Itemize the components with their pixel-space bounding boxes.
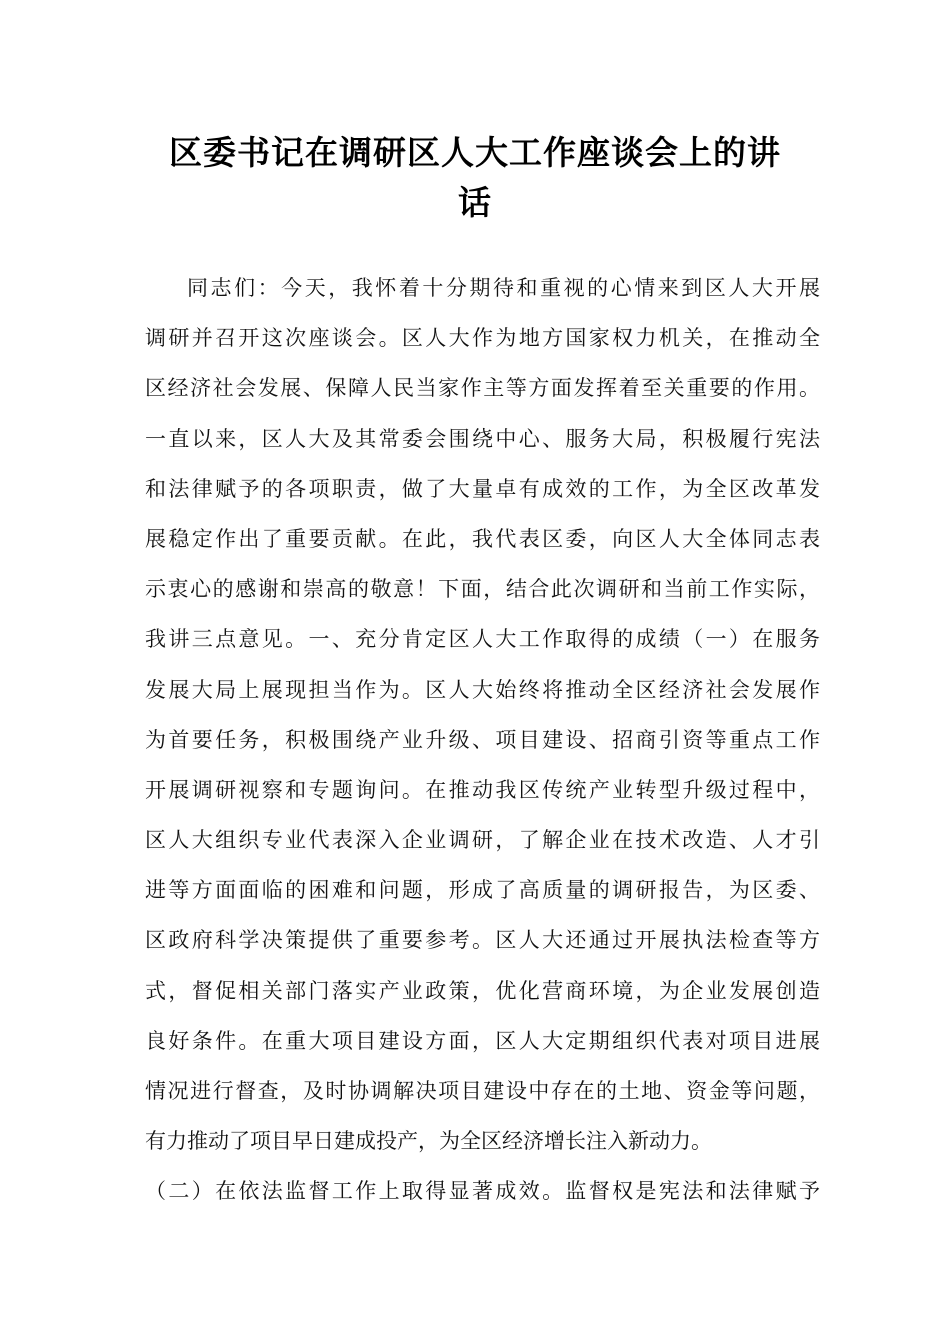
title-line-1: 区委书记在调研区人大工作座谈会上的讲 xyxy=(169,133,781,172)
body-line: 区经济社会发展、保障人民当家作主等方面发挥着至关重要的作用。 xyxy=(145,376,820,401)
body-line: 为首要任务，积极围绕产业升级、项目建设、招商引资等重点工作 xyxy=(145,727,820,752)
document-title xyxy=(120,128,830,228)
body-line: 式，督促相关部门落实产业政策，优化营商环境，为企业发展创造 xyxy=(145,978,820,1003)
title-line-2: 话 xyxy=(458,183,492,222)
body-line: 进等方面面临的困难和问题，形成了高质量的调研报告，为区委、 xyxy=(145,878,820,903)
body-line: （二）在依法监督工作上取得显著成效。监督权是宪法和法律赋予 xyxy=(145,1179,820,1204)
body-line: 同志们：今天，我怀着十分期待和重视的心情来到区人大开展 xyxy=(187,276,820,300)
body-line: 和法律赋予的各项职责，做了大量卓有成效的工作，为全区改革发 xyxy=(145,476,820,501)
body-line: 调研并召开这次座谈会。区人大作为地方国家权力机关，在推动全 xyxy=(145,326,820,351)
body-line: 展稳定作出了重要贡献。在此，我代表区委，向区人大全体同志表 xyxy=(145,526,820,551)
body-line: 有力推动了项目早日建成投产，为全区经济增长注入新动力。 xyxy=(145,1129,712,1154)
body-line: 良好条件。在重大项目建设方面，区人大定期组织代表对项目进展 xyxy=(145,1028,820,1053)
body-line: 区政府科学决策提供了重要参考。区人大还通过开展执法检查等方 xyxy=(145,928,820,953)
document-body xyxy=(145,263,820,1217)
body-line: 发展大局上展现担当作为。区人大始终将推动全区经济社会发展作 xyxy=(145,677,820,702)
body-line: 区人大组织专业代表深入企业调研，了解企业在技术改造、人才引 xyxy=(145,828,820,853)
body-line: 情况进行督查，及时协调解决项目建设中存在的土地、资金等问题， xyxy=(145,1079,820,1103)
body-line: 我讲三点意见。一、充分肯定区人大工作取得的成绩（一）在服务 xyxy=(145,627,820,652)
body-line: 一直以来，区人大及其常委会围绕中心、服务大局，积极履行宪法 xyxy=(145,426,820,451)
body-line: 开展调研视察和专题询问。在推动我区传统产业转型升级过程中， xyxy=(145,777,820,802)
body-line: 示衷心的感谢和崇高的敬意！下面，结合此次调研和当前工作实际， xyxy=(145,577,820,602)
